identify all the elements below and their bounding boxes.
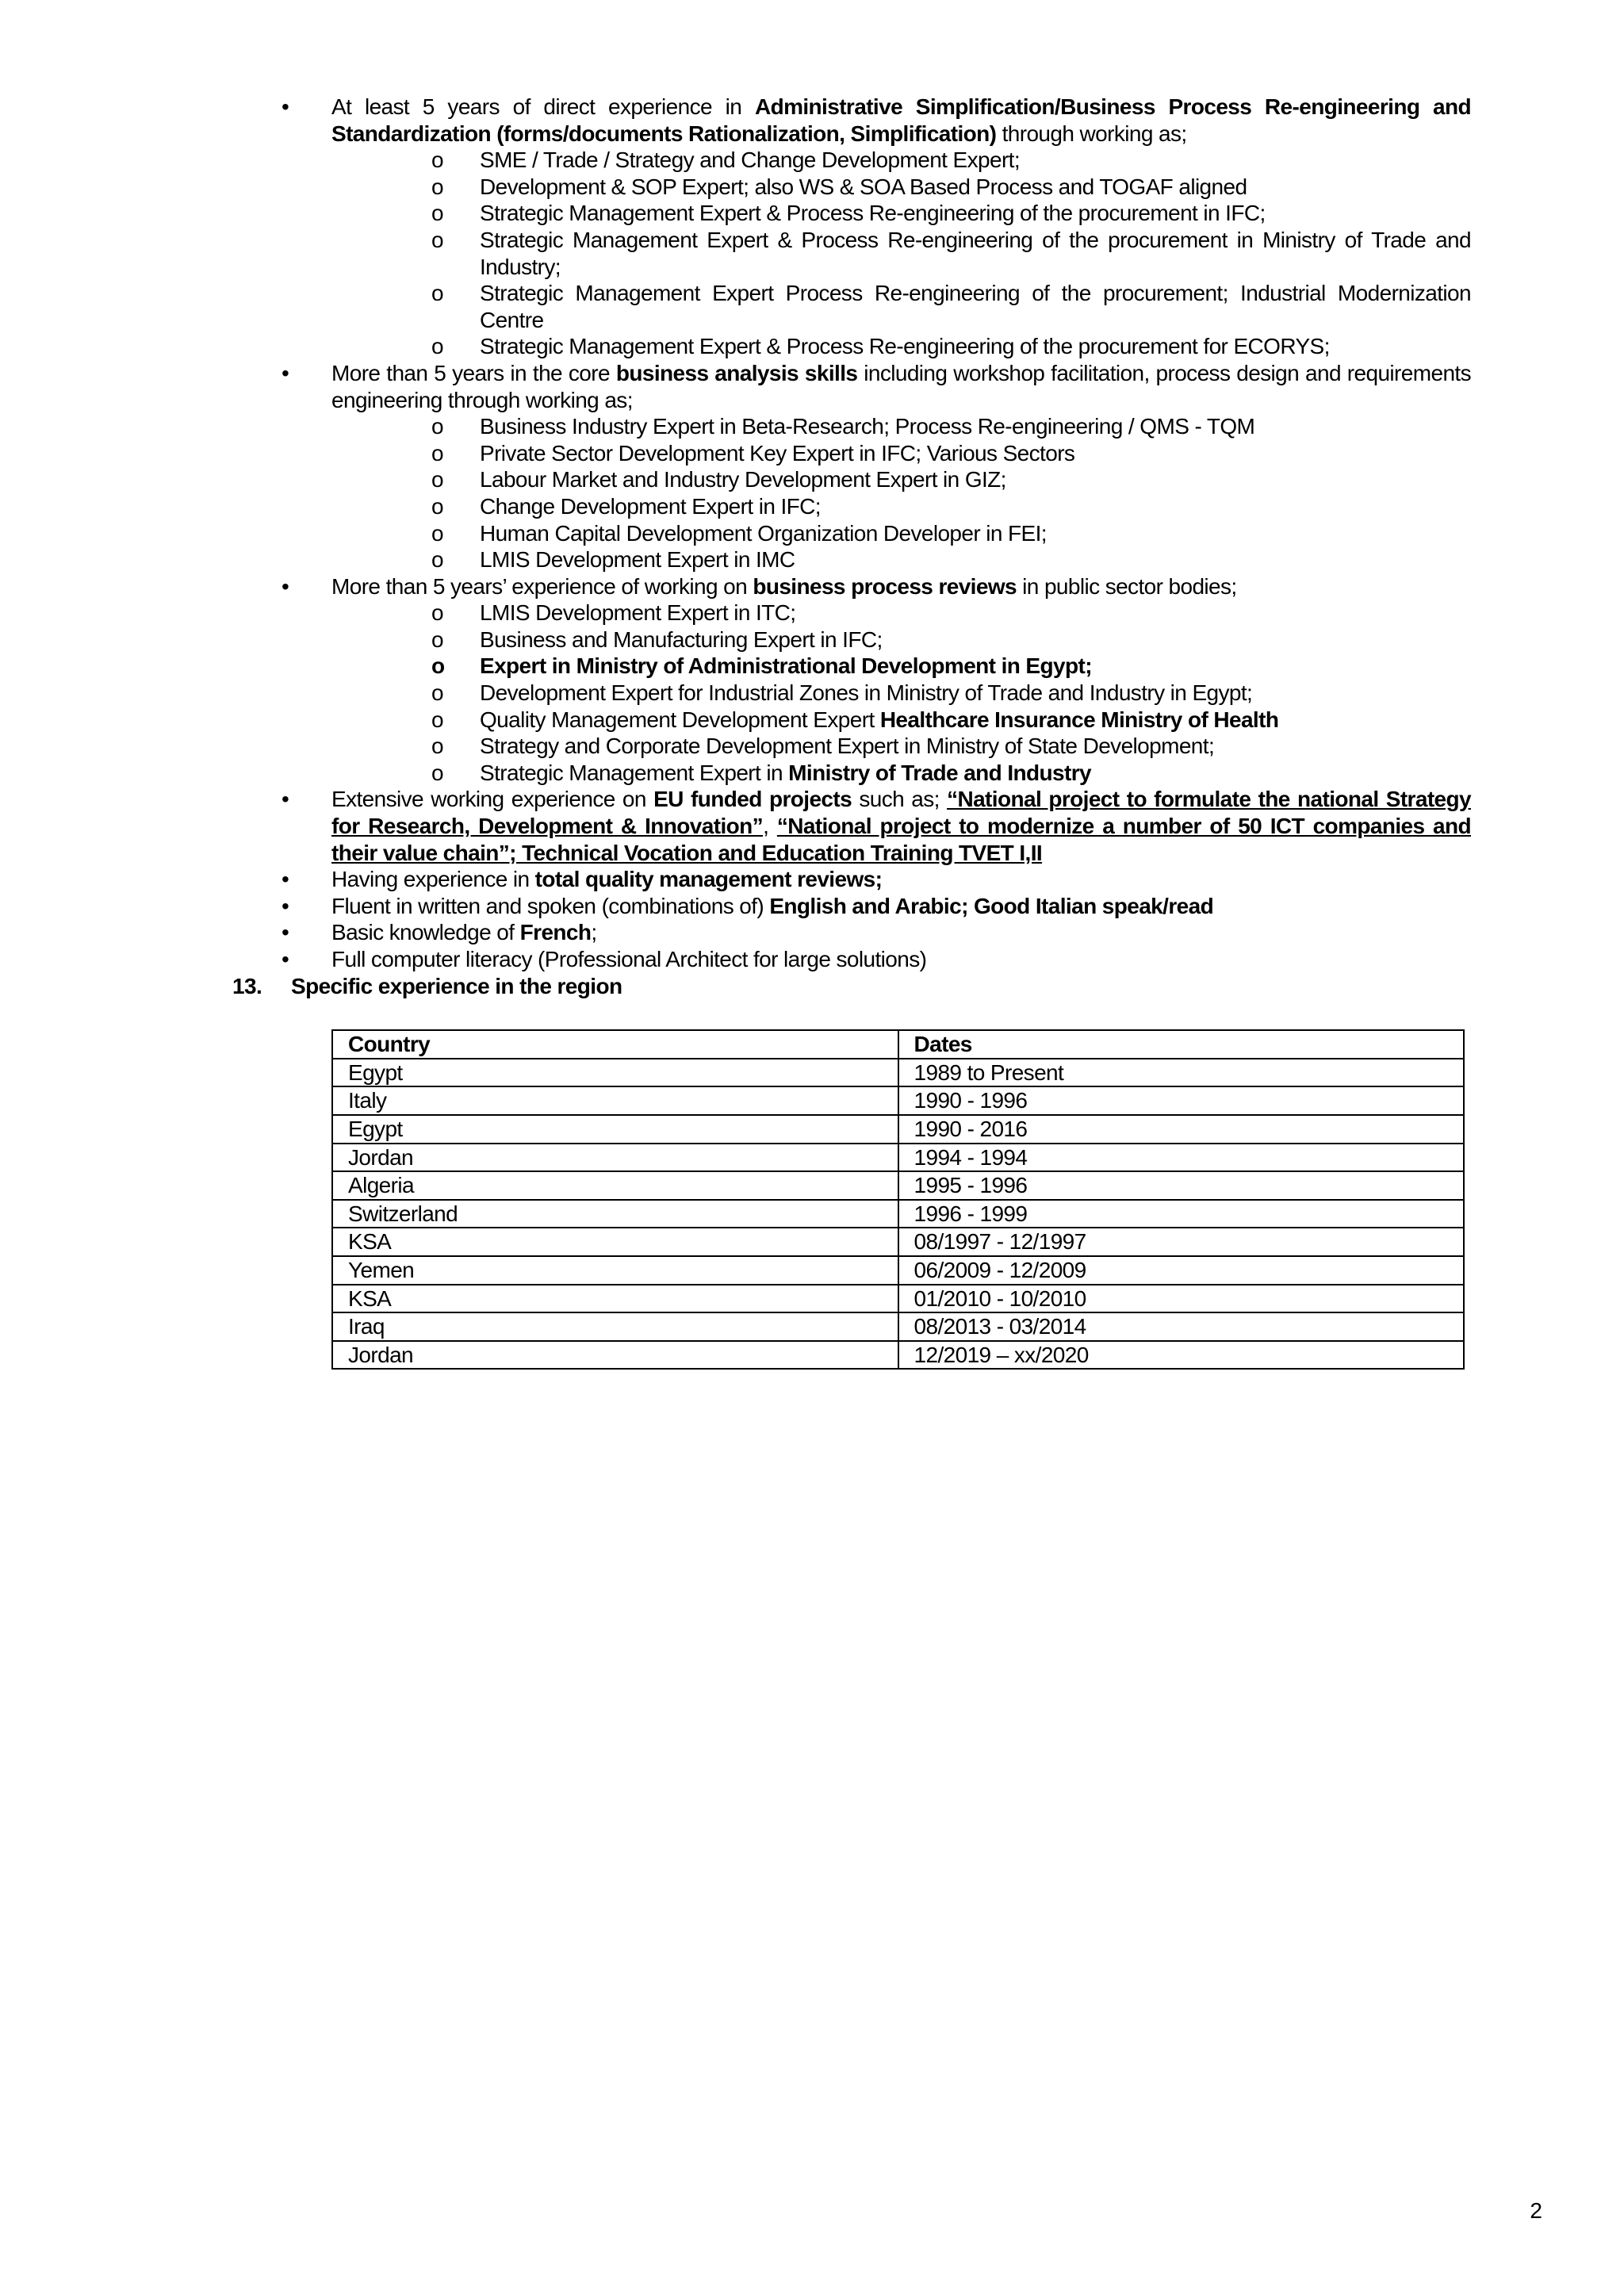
bullet-emphasis: total quality management reviews;: [534, 867, 883, 892]
bullet-text: Basic knowledge of: [331, 920, 520, 945]
table-header-row: [332, 1030, 1464, 1059]
sub-item: o SME / Trade / Strategy and Change Development Expert;: [431, 147, 1471, 174]
country-cell: Egypt: [332, 1115, 898, 1144]
bullet-emphasis: EU funded projects: [653, 787, 852, 812]
country-cell: KSA: [332, 1228, 898, 1256]
table-row: [332, 1256, 1464, 1285]
table-row: [332, 1171, 1464, 1200]
bullet-text: including workshop facilitation, process design and requirements engineering through working as;: [331, 360, 1471, 412]
dates-cell: 12/2019 – xx/2020: [898, 1341, 1465, 1370]
bullet-text: through working as;: [996, 121, 1187, 146]
country-cell: Egypt: [332, 1059, 898, 1087]
dates-cell: 1996 - 1999: [898, 1200, 1465, 1228]
country-cell: Jordan: [332, 1341, 898, 1370]
region-experience-table: [331, 1029, 1465, 1370]
sub-item-text: Strategic Management Expert in: [480, 760, 789, 785]
bullet-text: Having experience in: [331, 867, 535, 892]
bullet-text: At least 5 years of direct experience in: [331, 94, 755, 119]
section-number: 13.: [232, 973, 262, 998]
sub-item: o LMIS Development Expert in ITC;: [431, 600, 1471, 626]
dates-cell: 08/1997 - 12/1997: [898, 1228, 1465, 1256]
section-heading: [232, 973, 1471, 1000]
bullet-text: such as;: [852, 787, 948, 812]
bullet-emphasis: Administrative Simplification/Business Process Re-engineering and Standardization (forms/documents Rationalization, Simplification): [331, 94, 1472, 146]
sub-item: [431, 707, 1471, 734]
sub-item: o Private Sector Development Key Expert in IFC; Various Sectors: [431, 440, 1471, 467]
country-cell: Iraq: [332, 1312, 898, 1341]
sub-item-emphasis: Healthcare Insurance Ministry of Health: [879, 707, 1279, 732]
bullet-business-analysis: [282, 360, 1471, 573]
sub-item: o Business and Manufacturing Expert in IFC;: [431, 626, 1471, 653]
bullet-admin-simplification: [282, 94, 1471, 360]
bullet-text: Fluent in written and spoken (combinations of): [331, 893, 770, 918]
bullet-languages: [282, 893, 1471, 920]
sub-item: o Labour Market and Industry Development Expert in GIZ;: [431, 466, 1471, 493]
sub-item: o Business Industry Expert in Beta-Research; Process Re-engineering / QMS - TQM: [431, 413, 1471, 440]
bullet-text: Full computer literacy (Professional Architect for large solutions): [331, 947, 927, 971]
sub-item: o Change Development Expert in IFC;: [431, 493, 1471, 520]
dates-cell: 1990 - 1996: [898, 1086, 1465, 1115]
bullet-text: More than 5 years in the core: [331, 360, 616, 385]
bullet-process-reviews: [282, 573, 1471, 787]
table-row: [332, 1086, 1464, 1115]
table-row: [332, 1228, 1464, 1256]
country-cell: KSA: [332, 1285, 898, 1313]
column-header-dates: Dates: [898, 1030, 1465, 1059]
sub-item-text: Quality Management Development Expert: [480, 707, 880, 732]
sub-item: o Expert in Ministry of Administrational Development in Egypt;: [431, 653, 1471, 680]
bullet-tqm: [282, 866, 1471, 893]
page-number: 2: [1530, 2198, 1542, 2223]
dates-cell: 06/2009 - 12/2009: [898, 1256, 1465, 1285]
table-row: [332, 1115, 1464, 1144]
table-row: [332, 1341, 1464, 1370]
table-row: [332, 1312, 1464, 1341]
sub-list: [331, 413, 1471, 573]
sub-item: o LMIS Development Expert in IMC: [431, 546, 1471, 573]
section-title: Specific experience in the region: [291, 973, 622, 998]
sub-item: o Development & SOP Expert; also WS & SOA Based Process and TOGAF aligned: [431, 174, 1471, 201]
table-row: [332, 1059, 1464, 1087]
project-name: “National project to formulate the national Strategy for Research, Development & Innovation”: [331, 787, 1471, 839]
sub-item: o Strategic Management Expert & Process Re-engineering of the procurement in IFC;: [431, 200, 1471, 227]
page-content: [232, 94, 1472, 1370]
country-cell: Yemen: [332, 1256, 898, 1285]
experience-bullet-list: [282, 94, 1471, 973]
dates-cell: 01/2010 - 10/2010: [898, 1285, 1465, 1313]
bullet-text: Extensive working experience on: [331, 787, 654, 812]
column-header-country: Country: [332, 1030, 898, 1059]
sub-item: o Strategy and Corporate Development Expert in Ministry of State Development;: [431, 733, 1471, 760]
country-cell: Algeria: [332, 1171, 898, 1200]
sub-list: [331, 147, 1471, 360]
table-row: [332, 1285, 1464, 1313]
bullet-eu-projects: [282, 786, 1471, 866]
dates-cell: 1995 - 1996: [898, 1171, 1465, 1200]
country-cell: Italy: [332, 1086, 898, 1115]
table-row: [332, 1200, 1464, 1228]
sub-list: [331, 600, 1471, 786]
dates-cell: 1989 to Present: [898, 1059, 1465, 1087]
bullet-text: More than 5 years’ experience of working on: [331, 573, 753, 599]
sub-item: o Development Expert for Industrial Zones in Ministry of Trade and Industry in Egypt;: [431, 680, 1471, 707]
sub-item: o Human Capital Development Organization Developer in FEI;: [431, 520, 1471, 547]
bullet-text: in public sector bodies;: [1017, 573, 1237, 599]
bullet-french: [282, 919, 1471, 946]
sub-item-emphasis: Ministry of Trade and Industry: [788, 760, 1092, 785]
dates-cell: 1994 - 1994: [898, 1144, 1465, 1172]
bullet-emphasis: French: [519, 920, 592, 945]
project-name: “National project to modernize a number of 50 ICT companies and their value chain”; Technical Vocation and Education Training TVET I,II: [331, 814, 1472, 865]
bullet-emphasis: English and Arabic; Good Italian speak/read: [769, 893, 1214, 918]
country-cell: Jordan: [332, 1144, 898, 1172]
bullet-emphasis: business analysis skills: [615, 360, 858, 385]
dates-cell: 1990 - 2016: [898, 1115, 1465, 1144]
table-row: [332, 1144, 1464, 1172]
dates-cell: 08/2013 - 03/2014: [898, 1312, 1465, 1341]
sub-item: o Strategic Management Expert Process Re-engineering of the procurement; Industrial Modernization Centre: [431, 280, 1471, 333]
sub-item: o Strategic Management Expert & Process Re-engineering of the procurement for ECORYS;: [431, 333, 1471, 360]
country-cell: Switzerland: [332, 1200, 898, 1228]
bullet-text: ,: [763, 814, 777, 839]
bullet-text: ;: [591, 920, 597, 945]
bullet-emphasis: business process reviews: [753, 573, 1017, 599]
bullet-computer-literacy: [282, 946, 1471, 973]
sub-item: [431, 760, 1471, 787]
sub-item: o Strategic Management Expert & Process Re-engineering of the procurement in Ministry of Trade and Industry;: [431, 227, 1471, 280]
